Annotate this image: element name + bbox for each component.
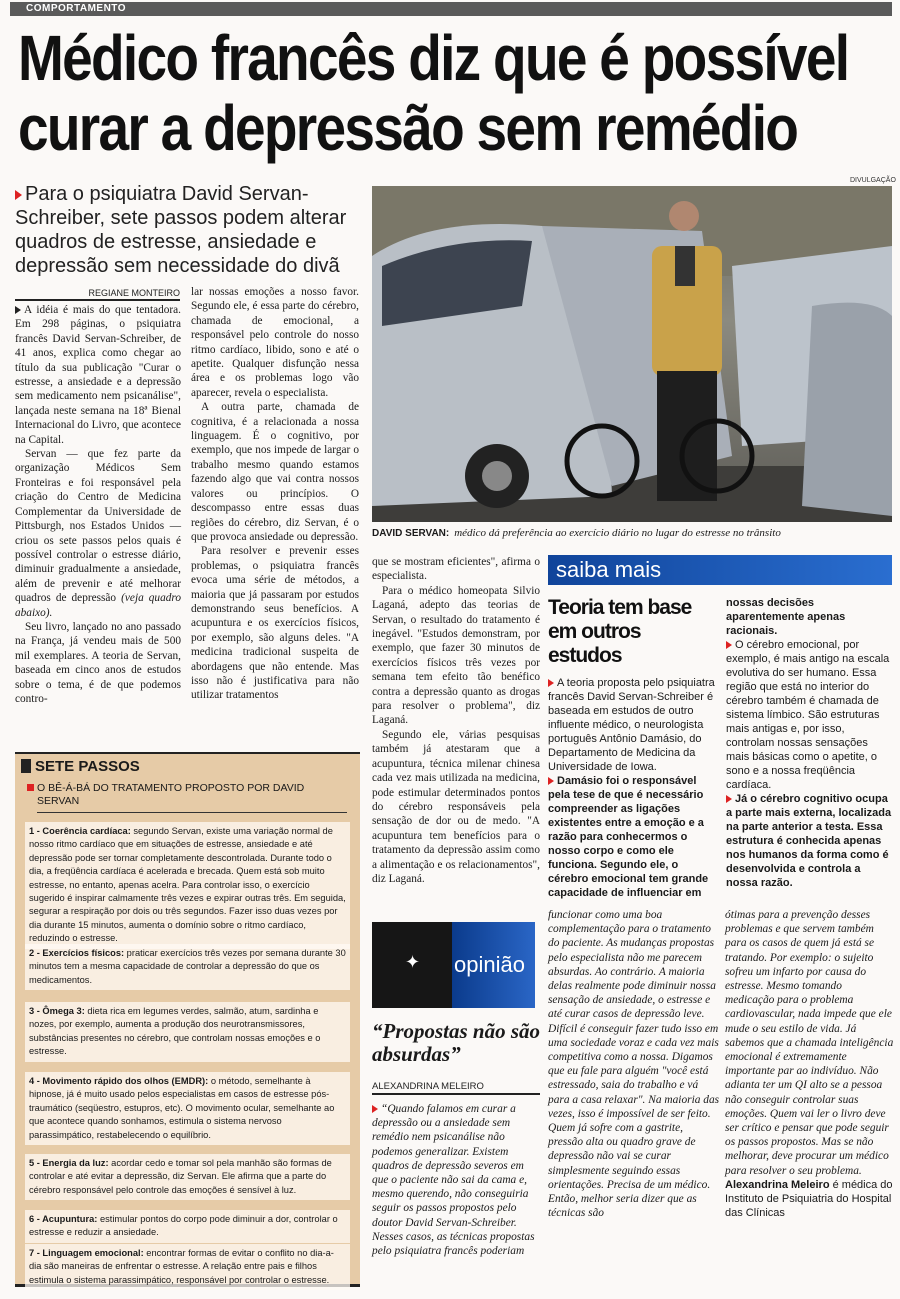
bullet-icon [548,777,554,785]
bullet-icon [27,784,34,791]
saiba-title: Teoria tem base em outros estudos [548,596,692,667]
step-label: 2 - Exercícios físicos: [29,948,125,958]
step-text: segundo Servan, existe uma variação normal de nosso ritmo cardíaco que em situações de estresse, ansiedade e até depressão pode ser tornar completamente descontrolada. Durante todo o dia, a freqüência cardíaca é acelerada e brecada. Quem está sob muito estresse, no entanto, apenas acelra. Para controlar isso, o exercício sugerido é inspirar calmamente três vezes e expirar outras três. Em seguida, segurar a respiração por dois ou três segundos. Fazer isso duas vezes por dia durante 15 minutos, aumenta o domínio sobre o ritmo cardíaco, reduzindo o estresse. [29,826,346,944]
paragraph: Para o médico homeopata Silvio Laganá, adepto das teorias de Servan, o resultado do tratamento é inegável. "Estudos demonstram, por exemplo, que fazer 30 minutos de exercícios físicos três vezes por semana tem efeito tão benéfico contra a depressão quanto as drogas para resolver o problema", diz Laganá. [372,584,540,727]
step-label: 5 - Energia da luz: [29,1158,109,1168]
byline: REGIANE MONTEIRO [15,288,180,301]
step-3 [25,1002,350,1062]
opinion-continuation [548,908,894,1220]
paragraph: lar nossas emoções a nosso favor. Segundo ele, é essa parte do cérebro, chamada de emocional, a responsável pelo controle do nosso ritmo cardíaco, libido, sono e até o apetite. Qualquer disfunção nessa área e os problemas logo vão aparecer, revela o especialista. [191,286,359,399]
article-column-3 [372,555,540,886]
paragraph: Segundo ele, várias pesquisas também já atestaram que a acupuntura, técnica milenar chinesa cada vez mais utilizada na medicina, pode estimular determinados pontos do cérebro responsáveis pela sensação de dor ou de medo. "A acupuntura tem benefícios para o tratamento da depressão assim como a alimentação e os relacionamentos", diz Laganá. [372,728,540,885]
bullet-icon [15,190,22,200]
step-text: acordar cedo e tomar sol pela manhão são formas de controlar e até evitar a depressão, diz Servan. Ele afirma que a parte do cérebro responsável pelo controle das emoções é sensível à luz. [29,1158,332,1195]
photo-credit: DIVULGAÇÃO [850,177,896,184]
section-bar [10,2,892,16]
photo-caption [372,527,781,539]
right-columns [548,596,894,1220]
bullet-icon [548,679,554,687]
step-text: estimular pontos do corpo pode diminuir a dor, controlar o estresse e reduzir a ansiedade. [29,1214,338,1238]
paragraph: Seu livro, lançado no ano passado na França, já vendeu mais de 500 mil exemplares. A teoria de Servan, baseada em cinco anos de estudos sobre o tema, é de que podemos contro- [15,620,181,705]
opiniao-badge [372,922,535,1008]
paragraph: “Quando falamos em curar a depressão ou a ansiedade sem remédio nem psicanálise não podemos generalizar. Existem quadros de depressão severos em que o paciente não sai da cama e, mesmo querendo, não conseguiria seguir os passos propostos pelo doutor David Servan-Schreiber. Nesses casos, as técnicas propostas pelo psiquiatra francês poderiam [372,1103,535,1258]
author-name: Alexandrina Meleiro [725,1178,830,1191]
step-7 [25,1244,350,1290]
square-icon [21,759,31,773]
paragraph: Para resolver e prevenir esses problemas, o psiquiatra francês evoca uma série de métodos, a maioria que já passaram por estudos demonstrando seus benefícios. A acupuntura e os exercícios físicos, por exemplo, são alguns deles. "A medicina tradicional suspeita de abordagens que não entende. Mas isso não é justificativa para não utilizar tratamentos [191,545,359,702]
paragraph: Servan — que fez parte da organização Médicos Sem Fronteiras e foi responsável pela criação do Centro de Medicina Complementar da Universidade de Pittsburgh, nos Estados Unidos — criou os sete passos pelos quais é possível controlar o estresse diário, diminuir gradualmente a ansiedade, além de prevenir e até melhorar quadros de depressão [15,448,181,605]
subhead-text: Para o psiquiatra David Servan-Schreiber, sete passos podem alterar quadros de estresse, ansiedade e depressão sem necessidade do divã [15,183,347,277]
bullet-icon [726,795,732,803]
step-text: praticar exercícios três vezes por semana durante 30 minutos tem a mesma capacidade de controlar a depressão do que os medicamentos. [29,948,346,985]
saiba-mais-article [548,596,894,900]
opiniao-label: opinião [454,952,525,977]
headline-line-2: curar a depressão sem remédio [18,92,798,164]
section-label: COMPORTAMENTO [26,3,127,14]
bullet-icon [15,306,21,314]
caption-text: médico dá preferência ao exercício diário no lugar do estresse no trânsito [454,527,781,539]
photo-david-servan [372,186,892,522]
paragraph: A idéia é mais do que tentadora. Em 298 páginas, o psiquiatra francês David Servan-Schreiber, de 41 anos, explica como chegar ao título da sua publicação "Curar o estresse, a ansiedade e a depressão sem medicamento nem psicanálise", lançada neste semana na 18ª Bienal Internacional do Livro, que acontece na Capital. [15,304,181,446]
saiba-mais-banner: saiba mais [548,555,892,585]
opinion-column-3 [725,908,894,1220]
step-4 [25,1072,350,1145]
step-1 [25,822,350,949]
step-label: 1 - Coerência cardíaca: [29,826,131,836]
step-label: 6 - Acupuntura: [29,1214,98,1224]
bullet-icon [372,1105,378,1113]
paragraph: Já o cérebro cognitivo ocupa a parte mais externa, localizada na parte anterior a testa. Essa estrutura é conhecida apenas nos humanos da forma como é desenvolvida e controla a nossa razão. [726,793,892,889]
article-column-2 [191,285,359,703]
paragraph: Damásio foi o responsável pela tese de que é necessário compreender as ligações existentes entre a emoção e a razão para conhecermos o nosso corpo e como ele funciona. Segundo ele, o cérebro emocional tem grande capacidade de influenciar em nossas decisões aparentemente apenas racionais. [548,597,846,899]
box-title [21,758,140,775]
paragraph: A teoria proposta pelo psiquiatra francês David Servan-Schreiber é baseada em estudos de outro influente médico, o neurologista português Antônio Damásio, do Departamento de Medicina da Universidade de Iowa. [548,677,715,773]
sete-passos-box [15,752,360,1287]
photo-illustration [372,186,892,522]
box-subtitle [37,782,347,813]
step-5 [25,1154,350,1200]
box-subtitle-text: O BÊ-Á-BÁ DO TRATAMENTO PROPOSTO POR DAVID SERVAN [37,782,305,807]
star-icon: ✦ [405,952,421,972]
paragraph: ótimas para a prevenção desses problemas e que servem também para os casos de quem já está se tratando. Por exemplo: o sujeito sofreu um infarto por causa do estresse. Mesmo tomando medicação para o problema cardiovascular, nada impede que ele mude o seu estilo de vida. Já sabemos que a chamada inteligência emocional é extremamente importante par ao indivíduo. Não adianta ter um QI alto se a pessoa não conseguir controlar suas emoções. Quem vai ler o livro deve ser crítico e pensar que pode seguir os passos propostos. Mas se não melhorar, deve procurar um médico para resolver o seu problema. [725,909,894,1177]
step-label: 4 - Movimento rápido dos olhos (EMDR): [29,1076,209,1086]
step-2 [25,944,350,990]
step-text: encontrar formas de evitar o conflito no dia-a-dia são maneiras de enfrentar o estresse. A relação entre pais e filhos estimula o sistema parassimpático, responsável por controlar o estresse. [29,1248,334,1285]
box-title-text: SETE PASSOS [35,758,140,775]
step-text: dieta rica em legumes verdes, salmão, atum, sardinha e nozes, por exemplo, aumenta a produção dos neurotransmissores, substâncias presentes no cérebro, que controlam nossas emoções e o estresse. [29,1006,321,1057]
opinion-column-2: funcionar como uma boa complementação para o tratamento do paciente. As mudanças propostas pelo especialista não me parecem absurdas. Ao contrário. A maioria delas realmente pode diminuir nossa sensação de ansiedade, o estresse e até curar casos de depressão leve. Difícil é conseguir fazer tudo isso em uma sociedade voraz e cada vez mais competitiva como a nossa. Digamos que eu fale para alguém "você está estressado, saia do trabalho e vá para a casa relaxar". Na maioria das vezes, isso é impossível de ser feito. Quem já sofre com a gastrite, pressão alta ou quadro grave de depressão não vai se curar simplesmente seguindo essas orientações. Precisa de um médico. Então, melhor seria dizer que as técnicas são [548,909,720,1220]
bullet-icon [726,641,732,649]
headline-line-1: Médico francês diz que é possível [18,22,849,94]
paragraph: que se mostram eficientes", afirma o especialista. [372,556,540,583]
author-bio: é médica do Instituto de Psiquiatria do Hospital das Clínicas [725,1178,893,1219]
step-6 [25,1210,350,1243]
step-label: 7 - Linguagem emocional: [29,1248,144,1258]
paragraph: O cérebro emocional, por exemplo, é mais antigo na escala evolutiva do ser humano. Essa região que está no interior do cérebro também é chamada de sistema límbico. São estruturas mais antigas e, por isso, controlam nossas sensações mais básicas como o apetite, o sono e a nossa freqüência cardíaca. [726,639,890,791]
opinion-byline: ALEXANDRINA MELEIRO [372,1081,540,1095]
paragraph: A outra parte, chamada de cognitiva, é a relacionada a nossa linguagem. É o cognitivo, por exemplo, que nos impede de largar o trabalho mesmo quando estamos fazendo algo que vai contra nossos valores ou princípios. O descompasso entre essas duas regiões do cérebro, diz Servan, é o que provoca ansiedade ou depressão. [191,401,359,543]
opinion-title: “Propostas não são absurdas” [372,1019,541,1066]
box-reference: (veja quadro abaixo). [15,592,182,619]
step-text: o método, semelhante à hipnose, já é muito usado pelos especialistas em casos de estresse pós-traumático (seqüestro, estupros, etc). O movimento ocular, semelhante ao que acontece quando sonhamos, estimula o sistema nervoso parassimpático, restabelecendo o equilíbrio. [29,1076,335,1140]
subheadline [15,182,367,278]
article-column-1 [15,303,181,706]
opinion-column-1 [372,1102,540,1258]
caption-name: DAVID SERVAN: [372,528,450,539]
step-label: 3 - Ômega 3: [29,1006,85,1016]
